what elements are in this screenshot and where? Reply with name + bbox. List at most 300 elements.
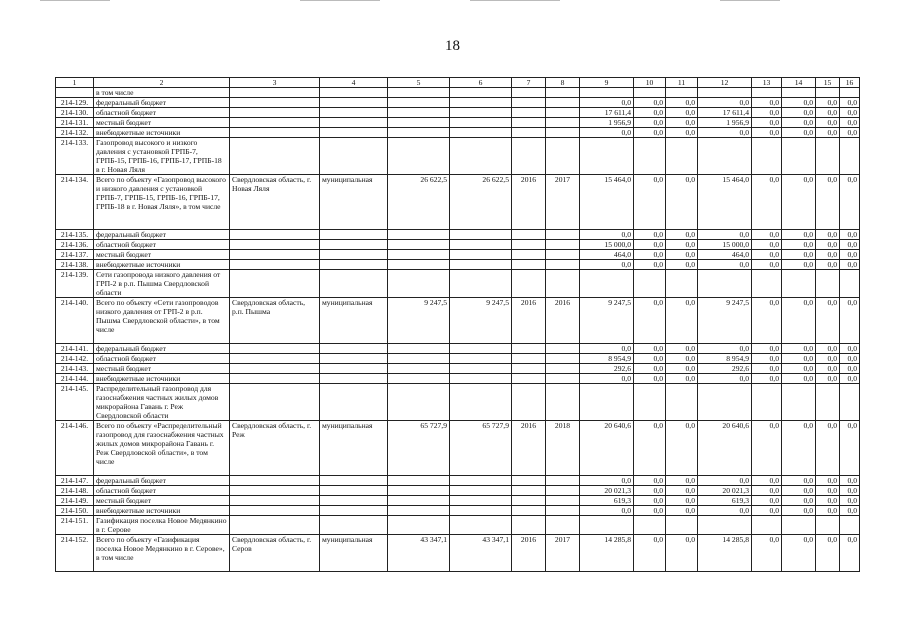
col11-cell: 0,0 [666,175,698,230]
row-id-cell: 214-151. [56,516,94,535]
row-id-cell: 214-129. [56,98,94,108]
col13-cell: 0,0 [752,108,782,118]
col16-cell: 0,0 [840,240,860,250]
col16-cell: 0,0 [840,250,860,260]
estimated-cost-cell [450,506,512,516]
col16-cell: 0,0 [840,230,860,240]
col10-cell: 0,0 [634,175,666,230]
ownership-cell [320,108,388,118]
col12-cell [698,88,752,98]
estimated-cost-cell [450,138,512,175]
header-cell: 10 [634,78,666,88]
total-cost-cell [388,486,450,496]
col12-cell: 9 247,5 [698,298,752,344]
col12-cell: 1 956,9 [698,118,752,128]
location-cell: Свердловская область, г. Реж [230,421,320,476]
total-funding-cell: 0,0 [580,128,634,138]
col10-cell: 0,0 [634,476,666,486]
total-cost-cell [388,506,450,516]
object-name-cell: федеральный бюджет [94,98,230,108]
estimated-cost-cell [450,260,512,270]
total-funding-cell: 0,0 [580,374,634,384]
location-cell [230,138,320,175]
col10-cell: 0,0 [634,128,666,138]
row-id-cell: 214-131. [56,118,94,128]
end-year-cell [546,240,580,250]
total-funding-cell: 0,0 [580,506,634,516]
col12-cell: 20 021,3 [698,486,752,496]
estimated-cost-cell [450,354,512,364]
object-name-cell: федеральный бюджет [94,230,230,240]
col15-cell: 0,0 [816,344,840,354]
col15-cell: 0,0 [816,476,840,486]
location-cell [230,344,320,354]
object-name-cell: Распределительный газопровод для газоснабжения частных жилых домов микрорайона Гавань г. Реж Свердловской области [94,384,230,421]
start-year-cell [512,138,546,175]
header-cell: 5 [388,78,450,88]
program-table [55,77,860,572]
location-cell [230,354,320,364]
end-year-cell [546,364,580,374]
col14-cell [782,138,816,175]
total-cost-cell [388,108,450,118]
row-id-cell: 214-145. [56,384,94,421]
end-year-cell [546,98,580,108]
estimated-cost-cell [450,88,512,98]
col11-cell: 0,0 [666,496,698,506]
total-cost-cell [388,118,450,128]
start-year-cell: 2016 [512,175,546,230]
end-year-cell: 2016 [546,298,580,344]
row-id-cell: 214-137. [56,250,94,260]
col11-cell: 0,0 [666,98,698,108]
header-cell: 8 [546,78,580,88]
col16-cell: 0,0 [840,260,860,270]
col15-cell: 0,0 [816,175,840,230]
estimated-cost-cell [450,108,512,118]
col14-cell: 0,0 [782,230,816,240]
col10-cell: 0,0 [634,344,666,354]
col14-cell: 0,0 [782,486,816,496]
location-cell [230,98,320,108]
table-row [56,128,860,138]
col11-cell: 0,0 [666,344,698,354]
total-cost-cell [388,240,450,250]
ownership-cell [320,364,388,374]
total-funding-cell [580,88,634,98]
col12-cell: 15 464,0 [698,175,752,230]
total-funding-cell: 8 954,9 [580,354,634,364]
col10-cell: 0,0 [634,108,666,118]
col10-cell [634,516,666,535]
end-year-cell [546,516,580,535]
col15-cell: 0,0 [816,506,840,516]
header-cell: 1 [56,78,94,88]
header-cell: 4 [320,78,388,88]
col15-cell: 0,0 [816,298,840,344]
total-cost-cell: 43 347,1 [388,535,450,572]
total-funding-cell [580,138,634,175]
total-cost-cell [388,138,450,175]
estimated-cost-cell [450,250,512,260]
ownership-cell [320,486,388,496]
col13-cell [752,384,782,421]
col14-cell [782,384,816,421]
col10-cell [634,270,666,298]
col14-cell: 0,0 [782,535,816,572]
location-cell [230,516,320,535]
object-name-cell: местный бюджет [94,250,230,260]
col15-cell: 0,0 [816,240,840,250]
col10-cell: 0,0 [634,260,666,270]
start-year-cell [512,364,546,374]
col10-cell: 0,0 [634,535,666,572]
total-cost-cell: 26 622,5 [388,175,450,230]
table-row [56,344,860,354]
row-id-cell: 214-139. [56,270,94,298]
end-year-cell [546,476,580,486]
header-cell: 2 [94,78,230,88]
col13-cell: 0,0 [752,260,782,270]
col13-cell [752,270,782,298]
end-year-cell [546,88,580,98]
ownership-cell [320,88,388,98]
col14-cell: 0,0 [782,506,816,516]
col12-cell: 8 954,9 [698,354,752,364]
table-row [56,230,860,240]
row-id-cell: 214-132. [56,128,94,138]
col14-cell: 0,0 [782,175,816,230]
total-funding-cell: 9 247,5 [580,298,634,344]
ownership-cell [320,138,388,175]
row-id-cell: 214-140. [56,298,94,344]
col15-cell: 0,0 [816,374,840,384]
table-row [56,270,860,298]
col16-cell: 0,0 [840,108,860,118]
start-year-cell [512,118,546,128]
col14-cell [782,516,816,535]
col11-cell: 0,0 [666,354,698,364]
col10-cell: 0,0 [634,421,666,476]
start-year-cell [512,128,546,138]
start-year-cell [512,108,546,118]
col12-cell: 0,0 [698,344,752,354]
estimated-cost-cell [450,118,512,128]
col14-cell: 0,0 [782,128,816,138]
col13-cell [752,88,782,98]
col16-cell: 0,0 [840,506,860,516]
col15-cell: 0,0 [816,486,840,496]
col12-cell: 0,0 [698,374,752,384]
object-name-cell: Всего по объекту «Распределительный газопровод для газоснабжения частных жилых домов микрорайона Гавань г. Реж Свердловской области», в том числе [94,421,230,476]
start-year-cell [512,250,546,260]
col16-cell: 0,0 [840,486,860,496]
table-row [56,250,860,260]
col15-cell: 0,0 [816,496,840,506]
col14-cell: 0,0 [782,298,816,344]
col10-cell [634,138,666,175]
location-cell [230,128,320,138]
total-funding-cell [580,270,634,298]
col16-cell: 0,0 [840,175,860,230]
start-year-cell [512,344,546,354]
location-cell [230,384,320,421]
ownership-cell [320,98,388,108]
object-name-cell: в том числе [94,88,230,98]
start-year-cell [512,516,546,535]
start-year-cell [512,270,546,298]
ownership-cell [320,496,388,506]
row-id-cell: 214-150. [56,506,94,516]
total-funding-cell: 0,0 [580,230,634,240]
table-row [56,118,860,128]
col13-cell: 0,0 [752,298,782,344]
col14-cell: 0,0 [782,344,816,354]
object-name-cell: федеральный бюджет [94,344,230,354]
end-year-cell: 2017 [546,535,580,572]
row-id-cell [56,88,94,98]
location-cell [230,364,320,374]
location-cell [230,374,320,384]
header-cell: 16 [840,78,860,88]
table-row [56,88,860,98]
location-cell [230,230,320,240]
start-year-cell: 2016 [512,298,546,344]
col15-cell [816,88,840,98]
start-year-cell: 2016 [512,535,546,572]
estimated-cost-cell [450,98,512,108]
col16-cell: 0,0 [840,364,860,374]
total-funding-cell: 15 000,0 [580,240,634,250]
col13-cell: 0,0 [752,506,782,516]
col11-cell: 0,0 [666,298,698,344]
col12-cell: 20 640,6 [698,421,752,476]
ownership-cell [320,260,388,270]
object-name-cell: федеральный бюджет [94,476,230,486]
col11-cell: 0,0 [666,108,698,118]
end-year-cell [546,230,580,240]
col13-cell: 0,0 [752,240,782,250]
col15-cell: 0,0 [816,98,840,108]
ownership-cell [320,476,388,486]
location-cell [230,486,320,496]
col15-cell: 0,0 [816,260,840,270]
header-cell: 12 [698,78,752,88]
col16-cell: 0,0 [840,354,860,364]
object-name-cell: областной бюджет [94,486,230,496]
start-year-cell [512,88,546,98]
col10-cell: 0,0 [634,506,666,516]
col13-cell: 0,0 [752,354,782,364]
total-funding-cell: 1 956,9 [580,118,634,128]
ownership-cell [320,230,388,240]
header-cell: 7 [512,78,546,88]
estimated-cost-cell: 65 727,9 [450,421,512,476]
object-name-cell: внебюджетные источники [94,260,230,270]
start-year-cell [512,230,546,240]
col11-cell: 0,0 [666,486,698,496]
col14-cell [782,88,816,98]
col11-cell: 0,0 [666,260,698,270]
ownership-cell [320,374,388,384]
col11-cell: 0,0 [666,230,698,240]
program-table-container [55,77,857,572]
start-year-cell [512,506,546,516]
table-body [56,88,860,572]
ownership-cell: муниципальная [320,175,388,230]
estimated-cost-cell [450,496,512,506]
object-name-cell: внебюджетные источники [94,374,230,384]
col16-cell: 0,0 [840,98,860,108]
col13-cell [752,138,782,175]
estimated-cost-cell: 43 347,1 [450,535,512,572]
table-row [56,364,860,374]
end-year-cell [546,250,580,260]
table-row [56,535,860,572]
table-row [56,108,860,118]
total-cost-cell [388,128,450,138]
estimated-cost-cell [450,374,512,384]
col11-cell [666,138,698,175]
estimated-cost-cell: 26 622,5 [450,175,512,230]
end-year-cell [546,118,580,128]
end-year-cell: 2017 [546,175,580,230]
col15-cell: 0,0 [816,230,840,240]
table-row [56,476,860,486]
header-cell: 13 [752,78,782,88]
col12-cell: 619,3 [698,496,752,506]
estimated-cost-cell [450,384,512,421]
col15-cell: 0,0 [816,535,840,572]
col10-cell: 0,0 [634,364,666,374]
col14-cell [782,270,816,298]
location-cell [230,260,320,270]
table-row [56,298,860,344]
total-funding-cell: 20 021,3 [580,486,634,496]
ownership-cell [320,506,388,516]
col14-cell: 0,0 [782,260,816,270]
col10-cell: 0,0 [634,374,666,384]
total-cost-cell [388,250,450,260]
estimated-cost-cell: 9 247,5 [450,298,512,344]
total-cost-cell [388,384,450,421]
location-cell [230,476,320,486]
location-cell [230,270,320,298]
col10-cell: 0,0 [634,240,666,250]
col12-cell: 0,0 [698,128,752,138]
total-cost-cell [388,270,450,298]
object-name-cell: местный бюджет [94,118,230,128]
end-year-cell [546,344,580,354]
start-year-cell [512,260,546,270]
total-funding-cell [580,384,634,421]
col13-cell: 0,0 [752,98,782,108]
col13-cell: 0,0 [752,364,782,374]
start-year-cell [512,374,546,384]
table-row [56,384,860,421]
row-id-cell: 214-143. [56,364,94,374]
location-cell [230,250,320,260]
col14-cell: 0,0 [782,108,816,118]
header-cell: 15 [816,78,840,88]
col16-cell [840,88,860,98]
row-id-cell: 214-148. [56,486,94,496]
total-funding-cell: 619,3 [580,496,634,506]
col10-cell: 0,0 [634,118,666,128]
col12-cell [698,384,752,421]
object-name-cell: областной бюджет [94,108,230,118]
col10-cell: 0,0 [634,354,666,364]
col11-cell: 0,0 [666,240,698,250]
col10-cell: 0,0 [634,496,666,506]
row-id-cell: 214-149. [56,496,94,506]
table-row [56,506,860,516]
object-name-cell: местный бюджет [94,364,230,374]
col12-cell: 0,0 [698,260,752,270]
table-row [56,486,860,496]
total-cost-cell [388,344,450,354]
col10-cell: 0,0 [634,230,666,240]
col14-cell: 0,0 [782,240,816,250]
location-cell: Свердловская область, р.п. Пышма [230,298,320,344]
total-cost-cell [388,364,450,374]
col13-cell: 0,0 [752,118,782,128]
col14-cell: 0,0 [782,364,816,374]
location-cell [230,88,320,98]
col16-cell: 0,0 [840,128,860,138]
header-cell: 9 [580,78,634,88]
col13-cell: 0,0 [752,175,782,230]
col15-cell: 0,0 [816,108,840,118]
col14-cell: 0,0 [782,476,816,486]
row-id-cell: 214-135. [56,230,94,240]
header-cell: 6 [450,78,512,88]
object-name-cell: Сети газопровода низкого давления от ГРП-2 в р.п. Пышма Свердловской области [94,270,230,298]
col10-cell [634,384,666,421]
end-year-cell [546,108,580,118]
col11-cell [666,384,698,421]
col11-cell: 0,0 [666,476,698,486]
total-cost-cell [388,88,450,98]
col16-cell: 0,0 [840,421,860,476]
col15-cell: 0,0 [816,364,840,374]
col11-cell: 0,0 [666,535,698,572]
row-id-cell: 214-130. [56,108,94,118]
start-year-cell: 2016 [512,421,546,476]
table-row [56,175,860,230]
col11-cell [666,270,698,298]
total-funding-cell: 0,0 [580,476,634,486]
col16-cell: 0,0 [840,374,860,384]
row-id-cell: 214-146. [56,421,94,476]
col11-cell: 0,0 [666,374,698,384]
col14-cell: 0,0 [782,250,816,260]
col12-cell [698,138,752,175]
estimated-cost-cell [450,364,512,374]
start-year-cell [512,240,546,250]
header-cell: 11 [666,78,698,88]
location-cell [230,506,320,516]
col13-cell [752,516,782,535]
col11-cell: 0,0 [666,118,698,128]
col12-cell: 17 611,4 [698,108,752,118]
table-row [56,260,860,270]
row-id-cell: 214-133. [56,138,94,175]
col13-cell: 0,0 [752,128,782,138]
start-year-cell [512,486,546,496]
col13-cell: 0,0 [752,374,782,384]
ownership-cell: муниципальная [320,535,388,572]
